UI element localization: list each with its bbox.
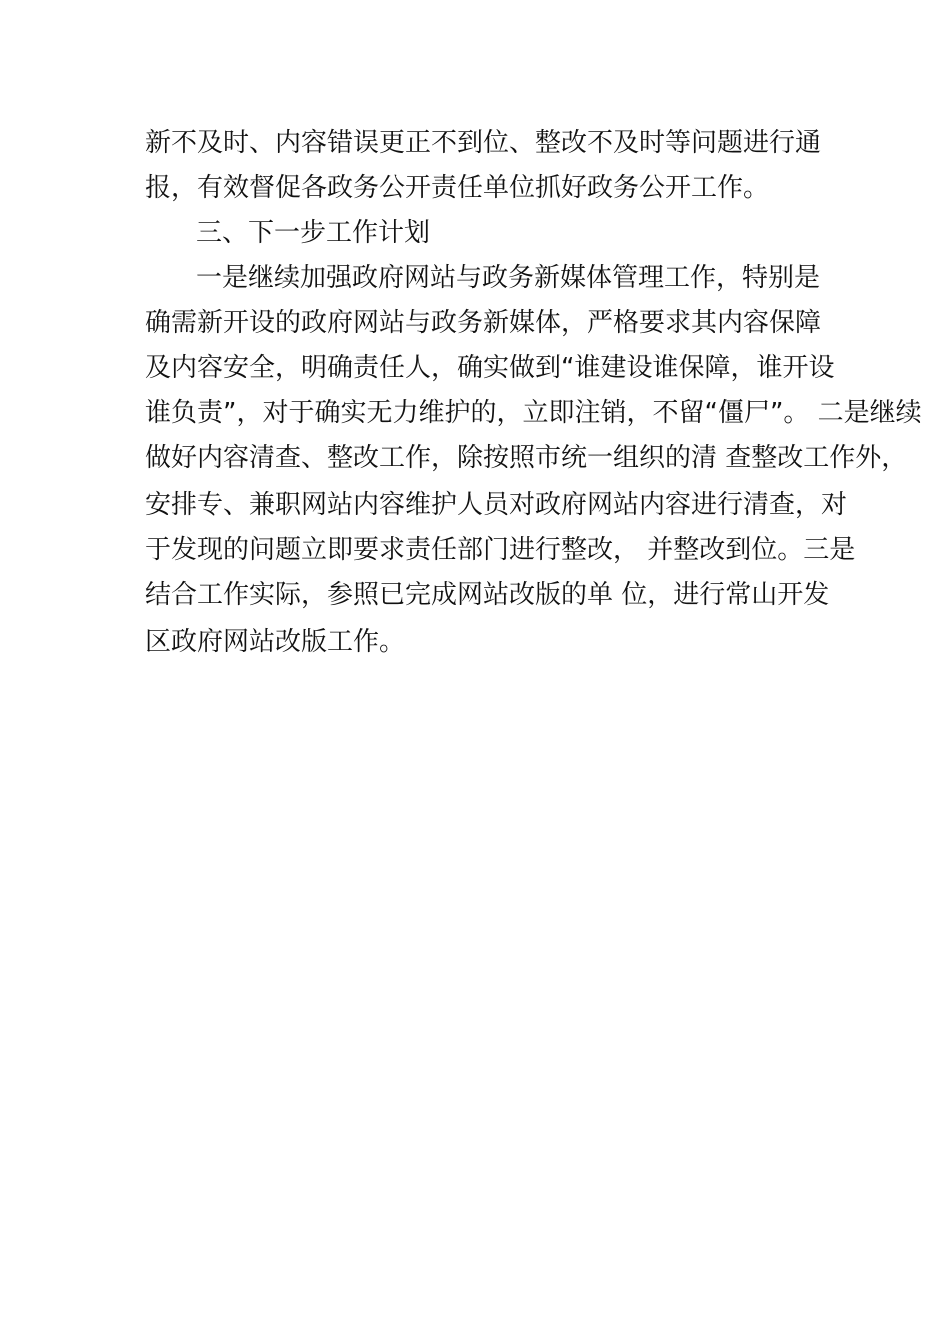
text-line: 区政府网站改版工作。: [145, 627, 406, 657]
text-line: 安排专、兼职网站内容维护人员对政府网站内容进行清查，对: [145, 490, 848, 520]
text-line: 谁负责”，对于确实无力维护的，立即注销，不留“僵尸”。 二是继续: [145, 398, 922, 428]
text-line: 报，有效督促各政务公开责任单位抓好政务公开工作。: [145, 173, 770, 203]
text-line: 新不及时、内容错误更正不到位、整改不及时等问题进行通: [145, 128, 822, 158]
text-line: 一是继续加强政府网站与政务新媒体管理工作，特别是: [196, 263, 821, 293]
text-line: 及内容安全，明确责任人，确实做到“谁建设谁保障，谁开设: [145, 353, 835, 383]
text-line: 做好内容清查、整改工作，除按照市统一组织的清 查整改工作外，: [145, 443, 908, 473]
text-line: 结合工作实际，参照已完成网站改版的单 位，进行常山开发: [145, 580, 830, 610]
section-heading: 三、下一步工作计划: [196, 218, 431, 248]
text-line: 确需新开设的政府网站与政务新媒体，严格要求其内容保障: [145, 308, 822, 338]
text-line: 于发现的问题立即要求责任部门进行整改， 并整改到位。三是: [145, 535, 856, 565]
